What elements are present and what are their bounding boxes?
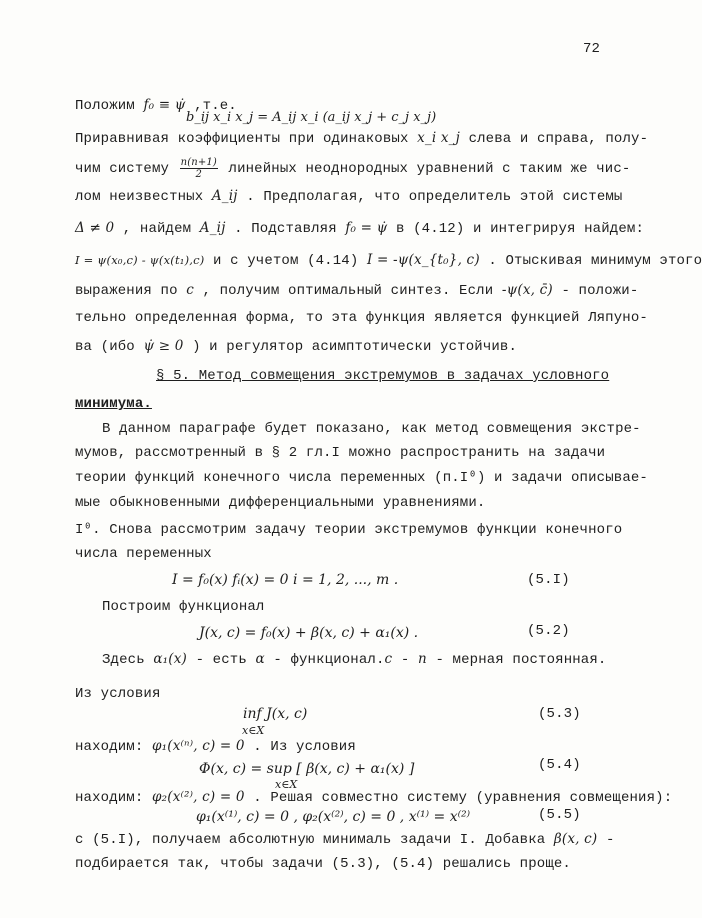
paragraph-line: Из условия [75, 686, 161, 702]
text: ва (ибо [75, 339, 135, 355]
section-heading: § 5. Метод совмещения экстремумов в задачах условного [156, 368, 610, 384]
formula-c: c [384, 651, 393, 667]
formula-alpha1: α₁(x) [153, 651, 188, 667]
formula-f0-psi: f₀ ≡ ψ̇ [143, 97, 186, 113]
paragraph-line: I⁰. Снова рассмотрим задачу теории экстремумов функции конечного [75, 522, 623, 538]
text: линейных неоднородных уравнений с таким же чис- [228, 161, 631, 178]
paragraph-line [75, 830, 615, 849]
formula-f0-psi: f₀ = ψ̇ [345, 220, 388, 236]
paragraph-line: теории функций конечного числа переменных (п.I⁰) и задачи описывае- [75, 470, 648, 486]
text: , получим оптимальный синтез. Если [202, 283, 494, 299]
equation-number: (5.5) [538, 807, 581, 823]
fraction-n-n1-2 [180, 157, 218, 180]
equation-5-3: inf J(x, c) [243, 706, 308, 722]
formula-coefficients: b_ij x_i x_j = A_ij x_i (a_ij x_j + c_j x_j) [186, 110, 437, 125]
formula-phi1: φ₁(x⁽ⁿ⁾, c) = 0 [151, 738, 245, 754]
equation-5-2: J(x, c) = f₀(x) + β(x, c) + α₁(x) . [199, 625, 419, 641]
text: . Отыскивая минимум этого [488, 253, 702, 269]
paragraph-line: В данном параграфе будет показано, как метод совмещения экстре- [102, 421, 641, 437]
line-7 [75, 251, 702, 270]
formula-xixj: x_i x_j [417, 130, 460, 146]
formula-alpha: α [255, 651, 265, 667]
text: Приравнивая коэффициенты при одинаковых [75, 131, 409, 147]
formula-integral: I = ψ(x₀,c) - ψ(x(t₁),c) [75, 253, 205, 267]
line-10 [75, 337, 517, 356]
text: - положи- [561, 283, 639, 299]
paragraph-line [75, 737, 356, 756]
text: - [605, 832, 615, 848]
text: . Подставляя [234, 221, 337, 237]
page-number: 72 [583, 41, 601, 57]
formula-aij: A_ij [199, 220, 226, 236]
paragraph-line: мые обыкновенными дифференциальными уравнениями. [75, 495, 486, 511]
text: - мерная постоянная. [435, 652, 607, 668]
formula-minus-psi: -ψ(x, c̄) [501, 282, 553, 298]
equation-5-1: I = f₀(x) fᵢ(x) = 0 i = 1, 2, ..., m . [172, 572, 399, 588]
paragraph-line: мумов, рассмотренный в § 2 гл.I можно распространить на задачи [75, 445, 606, 461]
text: ) и регулятор асимптотически устойчив. [192, 339, 518, 355]
equation-5-5: φ₁(x⁽¹⁾, c) = 0 , φ₂(x⁽²⁾, c) = 0 , x⁽¹⁾ = x⁽²⁾ [196, 809, 471, 825]
paragraph-line [75, 788, 672, 807]
formula-n: n [417, 651, 427, 667]
line-6 [75, 219, 644, 238]
equation-number: (5.I) [527, 572, 570, 588]
section-heading-cont: минимума. [75, 396, 152, 412]
text: . Из условия [253, 739, 356, 755]
line-8 [75, 281, 638, 300]
formula-i-psi: I = -ψ(x_{t₀}, c) [366, 252, 480, 268]
text: . Предполагая, что определитель этой системы [246, 189, 623, 205]
paragraph-line: Построим функционал [102, 599, 265, 615]
line-9: тельно определенная форма, то эта функция является функцией Ляпуно- [75, 310, 648, 326]
text: чим систему [75, 161, 170, 178]
equation-5-4: Φ(x, c) = sup [ β(x, c) + α₁(x) ] [199, 761, 415, 777]
equation-subscript: x∈X [242, 724, 265, 737]
text: , найдем [122, 221, 192, 237]
text: слева и справа, полу- [468, 131, 649, 147]
text: с (5.I), получаем абсолютную минималь задачи I. Добавка [75, 832, 546, 848]
formula-psidot: ψ̇ ≥ 0 [143, 338, 184, 354]
equation-subscript: x∈X [275, 778, 298, 791]
text: находим: [75, 790, 144, 806]
text: в (4.12) и интегрируя найдем: [396, 221, 644, 237]
fraction-numerator: n(n+1) [180, 157, 217, 168]
text: - функционал. [273, 652, 385, 668]
text: Положим [75, 98, 135, 114]
formula-phi2: φ₂(x⁽²⁾, c) = 0 [151, 789, 245, 805]
text: лом неизвестных [75, 189, 204, 205]
paragraph-line [102, 650, 606, 669]
equation-number: (5.4) [538, 757, 581, 773]
formula-beta: β(x, c) [553, 831, 598, 847]
line-5 [75, 187, 622, 206]
text: Здесь [102, 652, 145, 668]
equation-number: (5.3) [538, 706, 581, 722]
formula-aij: A_ij [211, 188, 238, 204]
formula-c: c [186, 282, 194, 298]
paragraph-line: подбирается так, чтобы задачи (5.3), (5.4) решались проще. [75, 856, 571, 872]
text: выражения по [75, 283, 178, 299]
text: - [400, 652, 410, 668]
text: - есть [195, 652, 247, 668]
text: . Решая совместно систему (уравнения совмещения): [253, 790, 673, 806]
line-4 [75, 157, 630, 180]
fraction-denominator: 2 [195, 169, 203, 180]
text: ,т.е. [194, 98, 237, 114]
equation-number: (5.2) [527, 623, 570, 639]
formula-delta: Δ ≠ 0 [75, 220, 115, 236]
text: и с учетом (4.14) [213, 253, 359, 269]
text: находим: [75, 739, 144, 755]
paragraph-line: числа переменных [75, 546, 212, 562]
line-3 [75, 129, 648, 148]
